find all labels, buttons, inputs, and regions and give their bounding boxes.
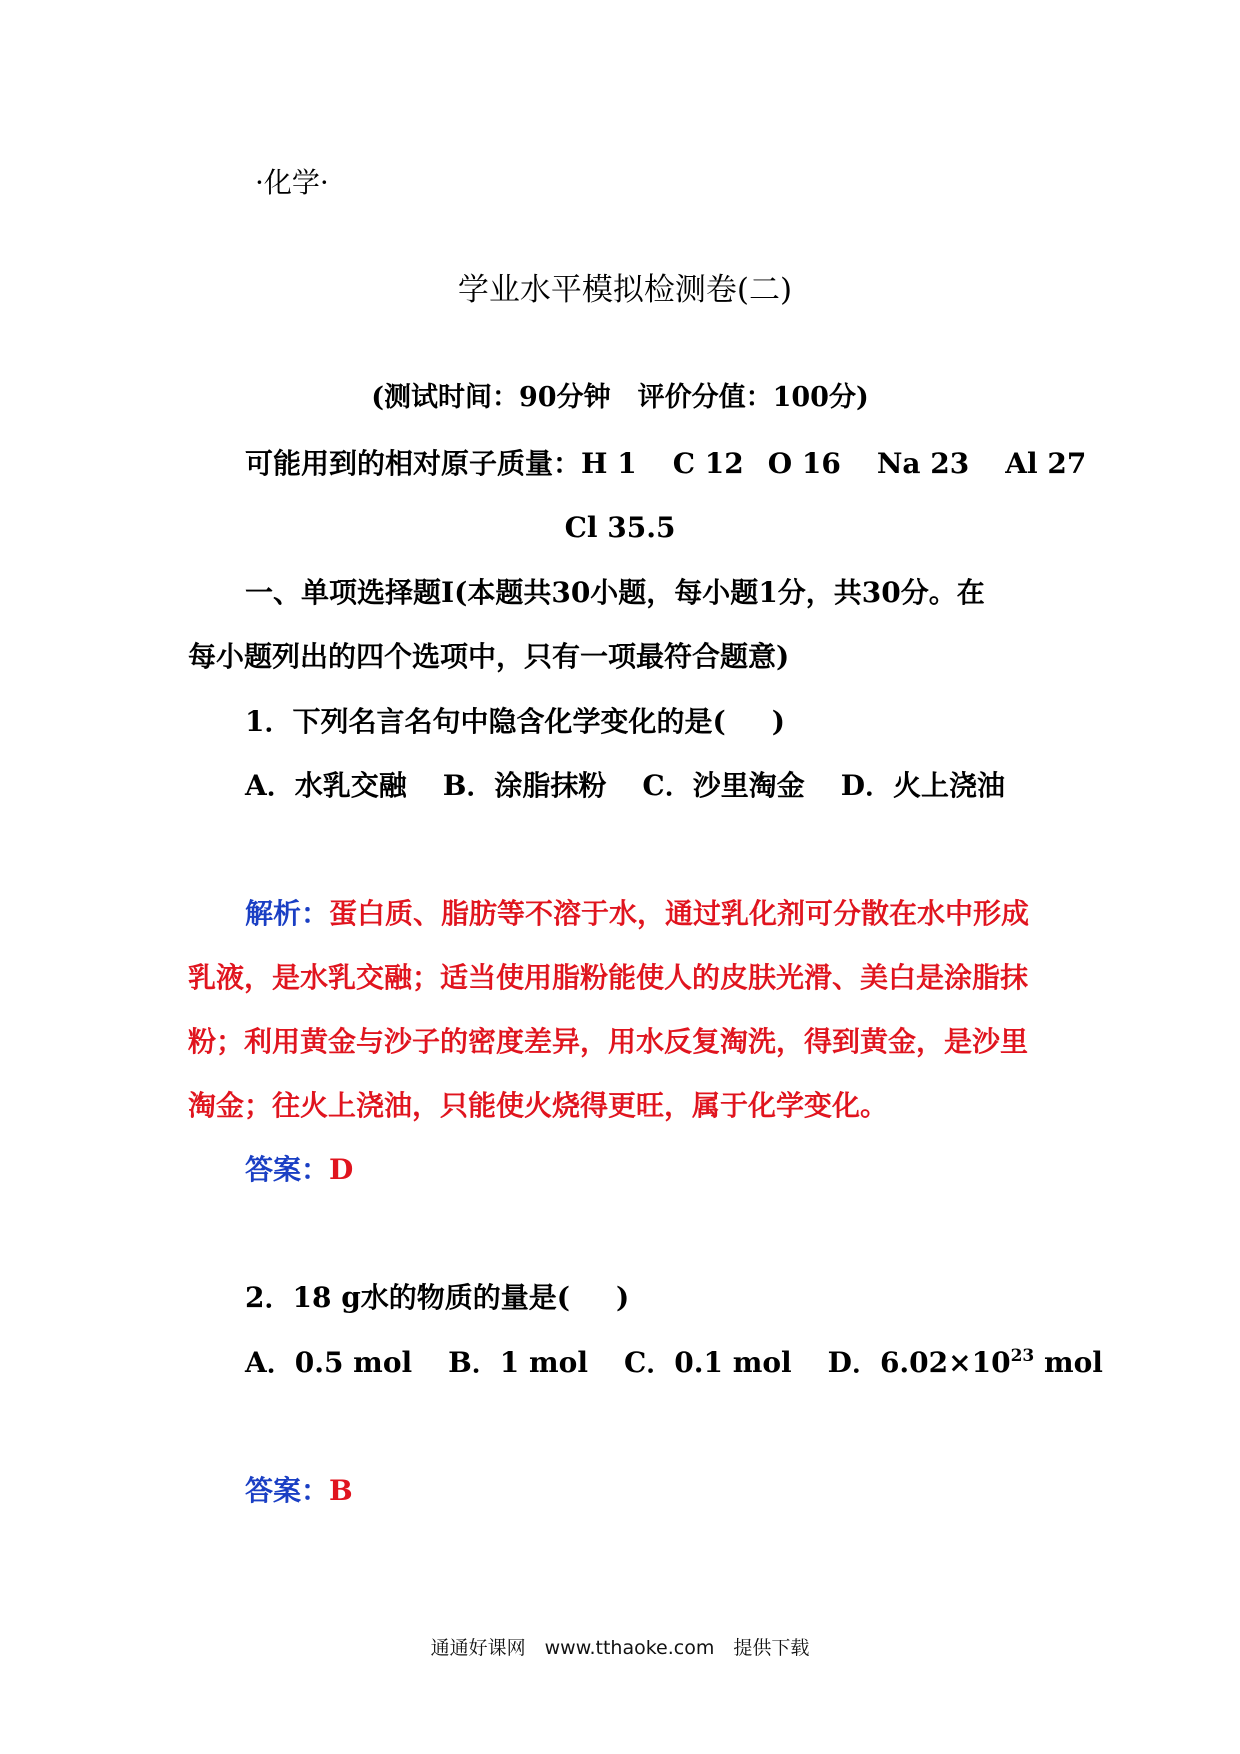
option-d: D．6.02×10 (827, 1346, 1011, 1379)
question-1-stem (245, 704, 785, 740)
answer-value: B (329, 1474, 353, 1507)
atomic-mass-item: Na 23 (876, 447, 970, 480)
question-2-answer (245, 1473, 353, 1509)
atomic-masses-label: 可能用到的相对原子质量： (245, 447, 582, 480)
question-stem-end: ) (616, 1281, 630, 1314)
question-stem-text: 18 g水的物质的量是( (292, 1281, 571, 1314)
answer-label: 答案： (245, 1474, 330, 1507)
analysis-line-4: 淘金；往火上浇油，只能使火烧得更旺，属于化学变化。 (188, 1089, 889, 1122)
option-d-unit: mol (1034, 1346, 1103, 1379)
answer-label: 答案： (245, 1153, 330, 1186)
footer-source: 通通好课网 www.tthaoke.com 提供下载 (430, 1637, 810, 1659)
option-b: B．涂脂抹粉 (442, 769, 607, 802)
question-2-stem (245, 1280, 629, 1316)
option-c: C．沙里淘金 (642, 769, 805, 802)
question-number: 2． (245, 1281, 293, 1314)
exam-title: 学业水平模拟检测卷(二) (457, 272, 793, 308)
test-info: (测试时间：90分钟 评价分值：100分) (371, 382, 869, 413)
option-c: C．0.1 mol (623, 1346, 792, 1379)
question-2-options (245, 1345, 1103, 1381)
section-heading-line2: 每小题列出的四个选项中，只有一项最符合题意) (188, 640, 790, 673)
atomic-mass-item: Al 27 (1005, 447, 1087, 480)
question-1-options (245, 768, 1005, 804)
option-d-exponent: 23 (1010, 1346, 1035, 1366)
analysis-label: 解析： (245, 897, 330, 930)
atomic-masses-second-line: Cl 35.5 (564, 511, 676, 544)
analysis-text: 蛋白质、脂肪等不溶于水，通过乳化剂可分散在水中形成 (329, 897, 1030, 930)
atomic-mass-item: C 12 (672, 447, 744, 480)
subject-label: ·化学· (255, 166, 329, 199)
question-1-answer (245, 1152, 353, 1188)
option-a: A．水乳交融 (245, 769, 407, 802)
analysis-line-1 (245, 896, 1029, 932)
question-number: 1． (245, 705, 293, 738)
atomic-masses-line (245, 446, 1086, 482)
question-stem-text: 下列名言名句中隐含化学变化的是( (292, 705, 726, 738)
section-heading-line1: 一、单项选择题Ⅰ(本题共30小题，每小题1分，共30分。在 (245, 576, 985, 609)
analysis-line-2: 乳液，是水乳交融；适当使用脂粉能使人的皮肤光滑、美白是涂脂抹 (188, 961, 1029, 994)
option-d: D．火上浇油 (840, 769, 1005, 802)
question-stem-end: ) (771, 705, 785, 738)
answer-value: D (329, 1153, 354, 1186)
analysis-line-3: 粉；利用黄金与沙子的密度差异，用水反复淘洗，得到黄金，是沙里 (188, 1025, 1029, 1058)
atomic-mass-item: H 1 (581, 447, 637, 480)
option-a: A．0.5 mol (245, 1346, 413, 1379)
atomic-mass-item: O 16 (767, 447, 841, 480)
option-b: B．1 mol (448, 1346, 588, 1379)
